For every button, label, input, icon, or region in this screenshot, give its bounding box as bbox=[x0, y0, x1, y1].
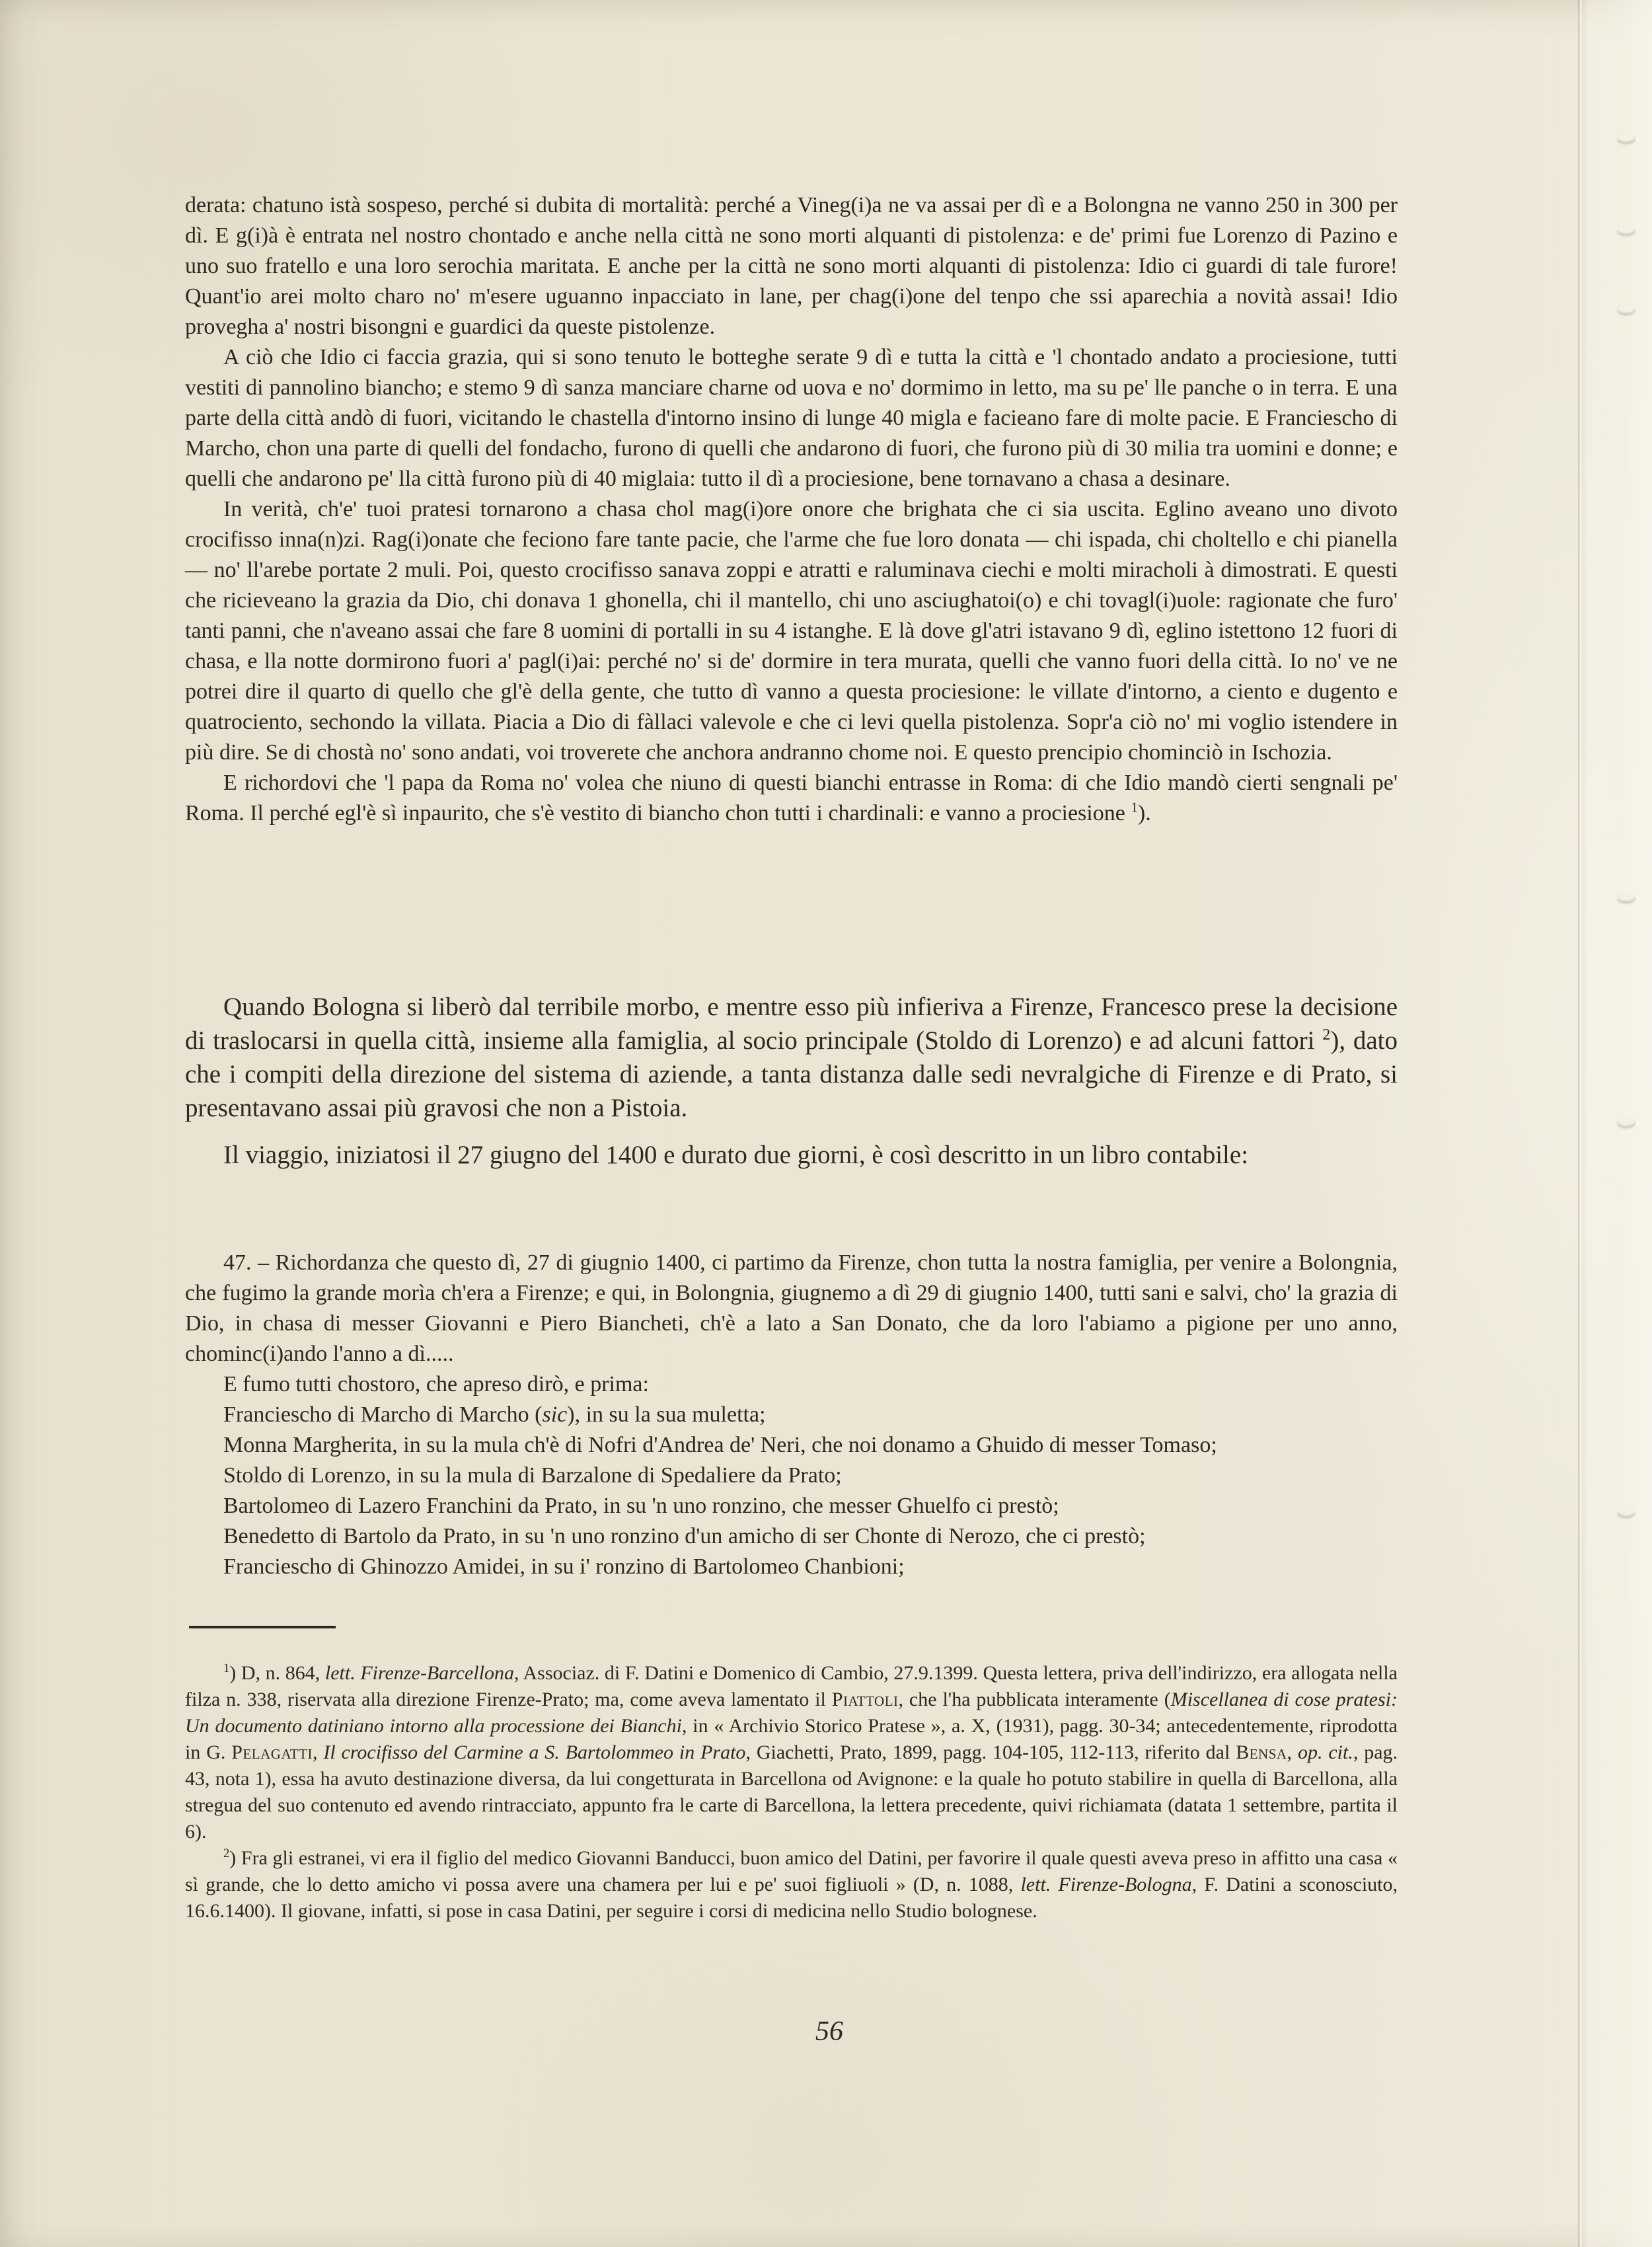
paragraph-letter-processions: A ciò che Idio ci faccia grazia, qui si sono tenuto le botteghe serate 9 dì e tutta la città e 'l chontado andato a prociesione, tutti vestiti di pannolino biancho; e stemo 9 dì sanza manciare charne od uova e no' dormimo in letto, ma su pe' lle panche o in terra. E una parte della città andò di fuori, vicitando le chastella d'intorno insino di lunge 40 migla e facieano fare di molte pacie. E Franciescho di Marcho, chon una parte di quelli del fondacho, furono di quelli che andarono di fuori, che furono più di 30 milia tra uomini e donne; e quelli che andarono pe' lla città furono più di 40 miglaia: tutto il dì a prociesione, bene tornavano a chasa a desinare. bbox=[185, 345, 1398, 491]
commentary-block bbox=[185, 990, 1398, 1172]
list-item-bartolomeo-franchini: Bartolomeo di Lazero Franchini da Prato, in su 'n uno ronzino, che messer Ghuelfo ci prestò; bbox=[223, 1494, 1059, 1518]
footnote-2: $^2$) Fra gli estranei, vi era il figlio del medico Giovanni Banducci, buon amico del Datini, per favorire il quale questi aveva preso in affitto una casa « sì grande, che lo detto amicho vi possa avere una chamera per lui e pe' suoi figliuoli » (D, n. 1088, lett. Firenze-Bologna, F. Datini a sconosciuto, 16.6.1400). Il giovane, infatti, si pose in casa Datini, per seguire i corsi di medicina nello Studio bolognese. bbox=[185, 1847, 1398, 1922]
paragraph-letter-crucifix: In verità, ch'e' tuoi pratesi tornarono a chasa chol mag(i)ore onore che brighata che ci sia uscita. Eglino aveano uno divoto crocifisso inna(n)zi. Rag(i)onate che feciono fare tante pacie, che l'arme che fue loro donata — chi ispada, chi choltello e chi pianella — no' ll'arebe portate 2 muli. Poi, questo crocifisso sanava zoppi e atratti e raluminava ciechi e molti miracholi à dimostrati. E questi che ricieveano la grazia da Dio, chi donava 1 ghonella, chi il mantello, chi uno asciughatoi(o) e chi tovagl(i)uole: ragionate che furo' tanti panni, che n'aveano assai che fare 8 uomini di portalli in su 4 istanghe. E là dove gl'atri istavano 9 dì, eglino istettono 12 fuori di chasa, e lla notte dormirono fuori a' pagl(i)ai: perché no' si de' dormire in tera murata, quelli che vanno fuori della città. Io no' ve ne potrei dire il quarto di quello che gl'è della gente, che tutto dì vanno a questa prociesione: le villate d'intorno, a ciento e dugento e quatrociento, sechondo la villata. Piacia a Dio di fàllaci valevole e che ci levi quella pistolenza. Sopr'a ciò no' mi voglio istendere in più dire. Se di chostà no' sono andati, voi troverete che anchora andranno chome noi. E questo prencipio chominciò in Ischozia. bbox=[185, 497, 1398, 765]
page-fold-crease bbox=[1578, 0, 1579, 2247]
list-item-monna-margherita: Monna Margherita, in su la mula ch'è di Nofri d'Andrea de' Neri, che noi donamo a Ghuido di messer Tomaso; bbox=[223, 1433, 1217, 1457]
page-fold-highlight bbox=[1580, 0, 1582, 2247]
page-number: 56 bbox=[815, 2016, 843, 2047]
paragraph-commentary-bologna: Quando Bologna si liberò dal terribile morbo, e mentre esso più infieriva a Firenze, Francesco prese la decisione di traslocarsi in quella città, insieme alla famiglia, al socio principale (Stoldo di Lorenzo) e ad alcuni fattori $^2$), dato che i compiti della direzione del sistema di aziende, a tanta distanza dalle sedi nevralgiche di Firenze e di Prato, si presentavano assai più gravosi che non a Pistoia. bbox=[185, 993, 1398, 1122]
footnote-separator bbox=[189, 1626, 336, 1628]
quoted-letter-block bbox=[185, 190, 1398, 829]
page-right-edge bbox=[1578, 0, 1652, 2247]
binding-stitch-mark bbox=[1618, 134, 1635, 143]
paragraph-ledger-richordanza: 47. – Richordanza che questo dì, 27 di giugnio 1400, ci partimo da Firenze, chon tutta la nostra famiglia, per venire a Bolongnia, che fugimo la grande morìa ch'era a Firenze; e qui, in Bolongnia, giugnemo a dì 29 di giugnio 1400, tutti sani e salvi, cho' la grazia di Dio, in chasa di messer Giovanni e Piero Biancheti, ch'è a lato a San Donato, che da loro l'abiamo a pigione per uno anno, chominc(i)ando l'anno a dì..... bbox=[185, 1250, 1398, 1366]
paragraph-commentary-viaggio: Il viaggio, iniziatosi il 27 giugno del 1400 e durato due giorni, è così descritto in un libro contabile: bbox=[223, 1141, 1249, 1169]
paragraph-ledger-e-fumo: E fumo tutti chostoro, che apreso dirò, e prima: bbox=[223, 1372, 649, 1396]
footnote-1: $^1$) D, n. 864, lett. Firenze-Barcellona, Associaz. di F. Datini e Domenico di Cambio, 27.9.1399. Questa lettera, priva dell'indirizzo, era allogata nella filza n. 338, riservata alla direzione Firenze-Prato; ma, come aveva lamentato il Piattoli, che l'ha pubblicata interamente (Miscellanea di cose pratesi: Un documento datiniano intorno alla processione dei Bianchi, in « Archivio Storico Pratese », a. X, (1931), pagg. 30-34; antecedentemente, riprodotta in G. Pelagatti, Il crocifisso del Carmine a S. Bartolommeo in Prato, Giachetti, Prato, 1899, pagg. 104-105, 112-113, riferito dal Bensa, op. cit., pag. 43, nota 1), essa ha avuto destinazione diversa, da lui congetturata in Barcellona od Avignone: e la quale ho potuto stabilire in quella di Barcellona, alla stregua del suo contenuto ed avendo rintracciato, appunto fra le carte di Barcellona, la lettera precedente, quivi richiamata (datata 1 settembre, partita il 6). bbox=[185, 1661, 1398, 1843]
paragraph-letter-continuation: derata: chatuno istà sospeso, perché si dubita di mortalità: perché a Vineg(i)a ne va assai per dì e a Bolongna ne vanno 250 in 300 per dì. E g(i)à è entrata nel nostro chontado e anche nella città ne sono morti alquanti di pistolenza: e de' primi fue Lorenzo di Pazino e uno suo fratello e una loro serochia maritata. E anche per la città ne sono morti alquanti di pistolenza: Idio ci guardi di tale furore! Quant'io arei molto charo no' m'esere uguanno inpacciato in lane, per chag(i)one del tenpo che ssi aparechia a novità assai! Idio provegha a' nostri bisongni e guardici da queste pistolenze. bbox=[185, 193, 1398, 339]
paragraph-letter-pope: E richordovi che 'l papa da Roma no' volea che niuno di questi bianchi entrasse in Roma: di che Idio mandò cierti sengnali pe' Roma. Il perché egl'è sì inpaurito, che s'è vestito di biancho chon tutti i chardinali: e vanno a prociesione $^1$). bbox=[185, 771, 1398, 825]
ledger-entry-block bbox=[185, 1248, 1398, 1582]
binding-stitch-mark bbox=[1618, 226, 1635, 235]
binding-stitch-mark bbox=[1618, 1118, 1635, 1127]
list-item-franciescho-amidei: Franciescho di Ghinozzo Amidei, in su i' ronzino di Bartolomeo Chanbioni; bbox=[223, 1554, 905, 1579]
footnotes-block bbox=[185, 1660, 1398, 1924]
binding-stitch-mark bbox=[1618, 305, 1635, 314]
binding-stitch-mark bbox=[1618, 1508, 1635, 1517]
list-item-stoldo-di-lorenzo: Stoldo di Lorenzo, in su la mula di Barzalone di Spedaliere da Prato; bbox=[223, 1463, 842, 1488]
list-item-benedetto-di-bartolo: Benedetto di Bartolo da Prato, in su 'n uno ronzino d'un amicho di ser Chonte di Nerozo, che ci prestò; bbox=[223, 1524, 1146, 1548]
binding-stitch-mark bbox=[1618, 894, 1635, 902]
list-item-franciescho-di-marcho: Franciescho di Marcho di Marcho (sic), in su la sua muletta; bbox=[223, 1402, 766, 1427]
